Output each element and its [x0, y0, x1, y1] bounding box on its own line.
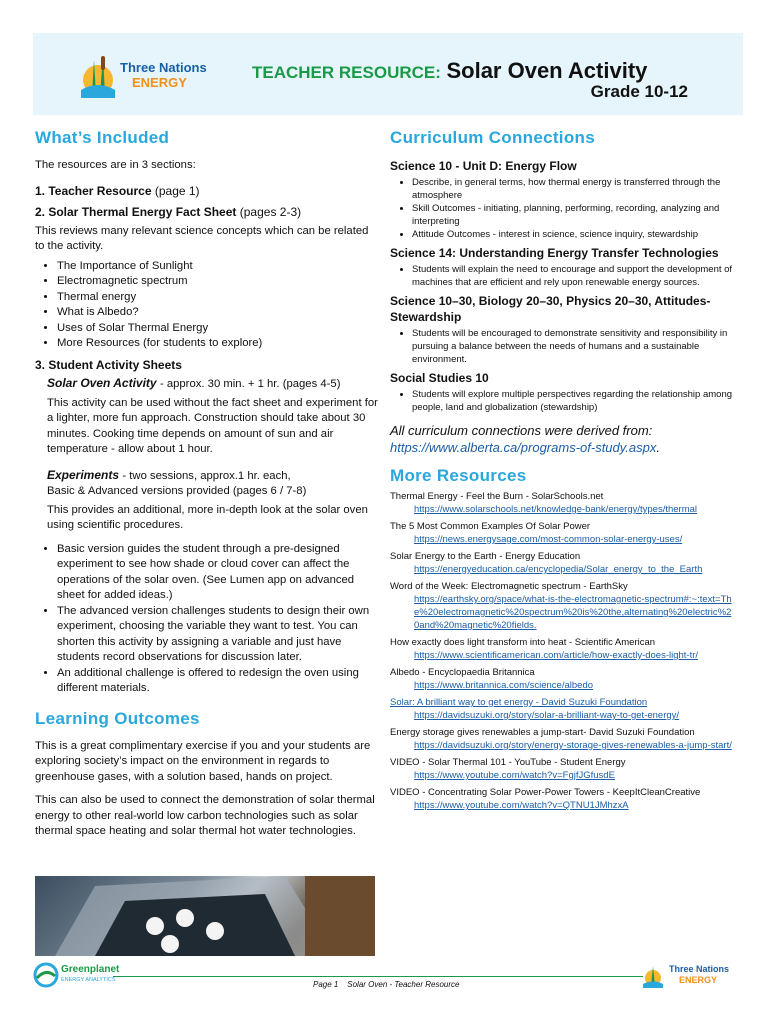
right-column [390, 128, 735, 812]
c4-list [390, 388, 735, 414]
curriculum-c1: Science 10 - Unit D: Energy Flow [390, 159, 577, 173]
logo-bottom-text: ENERGY [132, 75, 187, 90]
resource-link[interactable]: https://news.energysage.com/most-common-solar-energy-uses/ [414, 534, 683, 545]
section-2-desc: This reviews many relevant science concepts which can be related to the activity. [35, 224, 369, 252]
globe-icon [33, 962, 59, 988]
c2-list [390, 263, 735, 289]
footer-three-nations-logo [641, 962, 741, 990]
logo-top-text: Three Nations [120, 60, 207, 75]
resource-link[interactable]: https://earthsky.org/space/what-is-the-electromagnetic-spectrum#:~:text=The%20electromagnetic%20spectrum%20is%20the,alternating%20electric%20and%20magnetic%20fields. [414, 594, 732, 631]
section-2-list [35, 259, 380, 352]
left-column [35, 128, 380, 840]
cattail-sun-icon [78, 50, 118, 100]
experiments-versions: Basic & Advanced versions provided (pages 6 / 7-8) [47, 485, 307, 497]
title-main: Solar Oven Activity [446, 58, 648, 83]
section-3: 3. Student Activity Sheets [35, 357, 182, 372]
experiments-list [35, 542, 380, 697]
list-item: • More Resources (for students to explore) [57, 336, 380, 352]
grade-label: Grade 10-12 [590, 82, 688, 101]
c1-list [390, 176, 735, 241]
curriculum-c3: Science 10–30, Biology 20–30, Physics 20–30, Attitudes-Stewardship [390, 294, 711, 324]
resource-title: Solar: A brilliant way to get energy - David Suzuki Foundation [390, 697, 648, 708]
curriculum-heading: Curriculum Connections [390, 128, 595, 147]
footer-page-info: Page 1 Solar Oven - Teacher Resource [313, 980, 460, 989]
cattail-sun-icon [641, 962, 665, 988]
list-item: • An additional challenge is offered to redesign the oven using different materials. [57, 666, 380, 697]
more-resources-heading: More Resources [390, 466, 527, 485]
page-title [252, 58, 647, 84]
resource-link[interactable]: https://www.youtube.com/watch?v=FgjfJGfusdE [414, 770, 615, 781]
list-item: • Skill Outcomes - initiating, planning, performing, recording, analyzing and interpreting [412, 202, 735, 228]
resource-title: VIDEO - Solar Thermal 101 - YouTube - Student Energy [390, 757, 626, 768]
list-item: • The advanced version challenges students to design their own experiment, choosing the variable they want to test. You can shorten this activity by assigning a variable and just have students record observations for discussion later. [57, 604, 380, 666]
experiments-desc: This provides an additional, more in-depth look at the solar oven using scientific procedures. [47, 503, 368, 531]
resource-title: Albedo - Encyclopaedia Britannica [390, 667, 535, 678]
resource-title: VIDEO - Concentrating Solar Power-Power Towers - KeepItCleanCreative [390, 787, 701, 798]
resource-link[interactable]: https://www.scientificamerican.com/article/how-exactly-does-light-tr/ [414, 650, 699, 661]
resource-link[interactable]: https://davidsuzuki.org/story/energy-storage-gives-renewables-a-jump-start/ [414, 740, 732, 751]
curriculum-source: All curriculum connections were derived from: https://www.alberta.ca/programs-of-study.aspx. [390, 423, 660, 455]
solar-oven-image [35, 876, 375, 956]
learning-p1: This is a great complimentary exercise if you and your students are exploring society’s impact on the environment in regards to greenhouse gases, with a solution based, hands on project. [35, 739, 371, 783]
solar-oven-activity-title: Solar Oven Activity - approx. 30 min. + 1 hr. (pages 4-5) [47, 376, 341, 390]
solar-oven-photo [35, 876, 375, 956]
learning-p2: This can also be used to connect the demonstration of solar thermal energy to other real-world low carbon technologies such as solar thermal space heating and solar thermal hot water technologies. [35, 794, 375, 837]
footer-divider [113, 976, 643, 977]
resource-link[interactable]: https://davidsuzuki.org/story/solar-a-brilliant-way-to-get-energy/ [414, 710, 680, 721]
curriculum-c2: Science 14: Understanding Energy Transfer Technologies [390, 246, 719, 260]
resource-title: Word of the Week: Electromagnetic spectrum - EarthSky [390, 581, 628, 592]
resource-title: Thermal Energy - Feel the Burn - SolarSchools.net [390, 491, 604, 502]
list-item: • The Importance of Sunlight [57, 259, 380, 275]
resource-link[interactable]: https://www.britannica.com/science/albedo [414, 680, 594, 691]
section-2: 2. Solar Thermal Energy Fact Sheet (pages 2-3) [35, 205, 302, 219]
list-item: • Basic version guides the student through a pre-designed experiment to see how shade or cloud cover can affect the operations of the solar oven. (See Lumen app on advanced sheet for added ideas.) [57, 542, 380, 604]
curriculum-c4: Social Studies 10 [390, 371, 489, 385]
list-item: • What is Albedo? [57, 305, 380, 321]
list-item: • Students will be encouraged to demonstrate sensitivity and responsibility in pursuing a balance between the needs of humans and a sustainable environment. [412, 327, 735, 366]
title-prefix: TEACHER RESOURCE: [252, 63, 441, 82]
section-1: 1. Teacher Resource (page 1) [35, 183, 200, 198]
intro-text: The resources are in 3 sections: [35, 159, 196, 171]
list-item: • Thermal energy [57, 290, 380, 306]
greenplanet-name: Greenplanet [61, 964, 120, 975]
resource-title: Solar Energy to the Earth - Energy Education [390, 551, 581, 562]
resource-title: The 5 Most Common Examples Of Solar Power [390, 521, 591, 532]
solar-oven-activity-desc: This activity can be used without the fact sheet and experiment for a lighter, more fun approach. Construction should take about 30 minutes. Cooking time depends on amount of sun and air temperature - allow about 1 hour. [47, 396, 378, 455]
list-item: • Describe, in general terms, how thermal energy is transferred through the atmosphere [412, 176, 735, 202]
greenplanet-sub: ENERGY ANALYTICS [61, 977, 116, 983]
footer [33, 962, 743, 992]
resource-title: Energy storage gives renewables a jump-start- David Suzuki Foundation [390, 727, 695, 738]
resource-list [390, 490, 735, 812]
three-nations-logo [78, 50, 228, 100]
list-item: • Electromagnetic spectrum [57, 274, 380, 290]
resource-title: How exactly does light transform into heat - Scientific American [390, 637, 656, 648]
resource-link[interactable]: https://energyeducation.ca/encyclopedia/Solar_energy_to_the_Earth [414, 564, 703, 575]
footer-logo-top: Three Nations [669, 964, 730, 974]
whats-included-heading: What’s Included [35, 128, 170, 147]
alberta-link[interactable]: https://www.alberta.ca/programs-of-study.aspx [390, 440, 657, 455]
experiments-title: Experiments - two sessions, approx.1 hr. each, [47, 467, 291, 482]
c3-list [390, 327, 735, 366]
list-item: • Attitude Outcomes - interest in science, science inquiry, stewardship [412, 228, 735, 241]
list-item: • Students will explain the need to encourage and support the development of machines that are efficient and rely upon renewable energy sources. [412, 263, 735, 289]
footer-logo-bottom: ENERGY [679, 975, 718, 985]
learning-outcomes-heading: Learning Outcomes [35, 708, 200, 728]
resource-link[interactable]: https://www.solarschools.net/knowledge-bank/energy/types/thermal [414, 504, 698, 515]
list-item: • Students will explore multiple perspectives regarding the relationship among people, land and globalization (stewardship) [412, 388, 735, 414]
resource-link[interactable]: https://www.youtube.com/watch?v=QTNU1JMhzxA [414, 800, 629, 811]
list-item: • Uses of Solar Thermal Energy [57, 321, 380, 337]
